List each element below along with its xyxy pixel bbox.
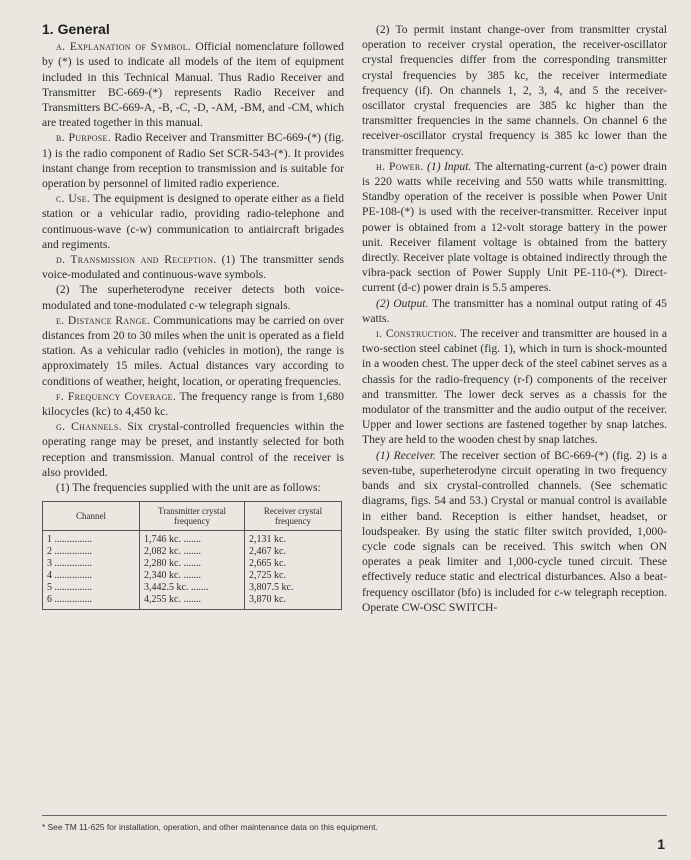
para-i-lead: i. Construction. xyxy=(376,327,457,341)
para-f-lead: f. Frequency Coverage. xyxy=(56,389,177,403)
para-h2-text: The transmitter has a nominal output rating of 45 watts. xyxy=(362,296,667,325)
para-h-lead: h. Power. xyxy=(376,159,424,173)
table-row xyxy=(43,582,342,594)
cell-channel: 6 ............... xyxy=(43,594,140,610)
para-h1-text: The alternating-current (a-c) power drain is 220 watts while receiving and 550 watts while transmitting. Standby operation of the receiver is possible when Power Unit PE-108-(*) is used with the receiver-transmitter. Receiver input power is obtained from a 12-volt storage battery in the power unit. Receiver filament voltage is obtained from the battery directly. Receiver plate voltage is obtained indirectly through the vibra-pack section of Power Supply Unit PE-110-(*). Direct-current (d-c) power drain is 5.5 amperes. xyxy=(362,159,667,295)
cell-receiver: 2,467 kc. xyxy=(245,546,342,558)
cell-receiver: 2,131 kc. xyxy=(245,531,342,547)
left-column xyxy=(42,22,344,610)
para-b-lead: b. Purpose. xyxy=(56,131,111,145)
cell-transmitter: 3,442.5 kc. ....... xyxy=(140,582,245,594)
footnote-rule xyxy=(42,815,667,816)
header-channel: Channel xyxy=(43,502,140,531)
para-g2: (2) To permit instant change-over from transmitter crystal operation to receiver crystal operation, the receiver-oscillator crystal frequencies differ from the corresponding transmitter crystal frequencies by 385 kc, the receiver intermediate frequency (if). On channels 1, 2, 3, 4, and 5 the receiver-oscillator crystal frequencies are 385 kc higher than the transmitter frequencies in the same channels. On channel 6 the receiver-oscillator crystal frequency is 385 kc lower than the transmitter frequency. xyxy=(362,23,667,158)
para-i1-text: The receiver section of BC-669-(*) (fig. 2) is a seven-tube, superheterodyne circuit operating in two frequency bands and six crystal-controlled channels. (See schematic diagrams, figs. 54 and 53.) Crystal or manual control is available in either band. Reception is either handset, headset, or loudspeaker. By using the static filter switch provided, 1,000-cycle code signals can be received. This switch when ON operates a peak limiter and 1,000-cycle tuned circuit. These effectively reduce static and electrical disturbances. Also a beat-frequency oscillator (bfo) is included for c-w telegraph reception. Operate CW-OSC SWITCH- xyxy=(362,448,667,614)
section-title: 1. General xyxy=(42,21,110,37)
cell-transmitter: 2,082 kc. ....... xyxy=(140,546,245,558)
para-i xyxy=(362,326,667,448)
header-transmitter: Transmitter crystal frequency xyxy=(140,502,245,531)
para-a-lead: a. Explanation of Symbol. xyxy=(56,40,192,54)
page-number: 1 xyxy=(657,836,665,852)
para-i1 xyxy=(362,448,667,615)
para-d xyxy=(42,252,344,282)
cell-channel: 2 ............... xyxy=(43,546,140,558)
para-a-text: Official nomenclature followed by (*) is used to indicate all models of the item of equipment included in this Technical Manual. Thus Radio Receiver and Transmitter BC-669-(*) represents Radio Receiver and Transmitters BC-669-A, -B, -C, -D, -AM, -BM, and -CM, which are treated together in this manual. xyxy=(42,40,344,130)
cell-receiver: 2,665 kc. xyxy=(245,558,342,570)
para-c-lead: c. Use. xyxy=(56,192,91,206)
cell-channel: 4 ............... xyxy=(43,570,140,582)
table-row xyxy=(43,531,342,547)
cell-transmitter: 1,746 kc. ....... xyxy=(140,531,245,547)
para-c xyxy=(42,191,344,252)
table-row xyxy=(43,558,342,570)
para-a xyxy=(42,39,344,130)
para-e xyxy=(42,313,344,389)
para-d-text: (1) The transmitter sends voice-modulated and continuous-wave symbols. xyxy=(42,253,344,282)
para-h2-lead: (2) Output. xyxy=(376,296,429,310)
para-g xyxy=(42,419,344,480)
para-c-text: The equipment is designed to operate either as a field station or a vehicular radio, providing radio-telephone and continuous-wave (c-w) communication to antiaircraft brigades and regiments. xyxy=(42,192,344,251)
para-b-text: Radio Receiver and Transmitter BC-669-(*) (fig. 1) is the radio component of Radio Set SCR-543-(*). It provides instant change from reception to transmission and is suitable for operation by personnel of limited radio experience. xyxy=(42,131,344,191)
cell-channel: 1 ............... xyxy=(43,531,140,547)
para-d2: (2) The superheterodyne receiver detects both voice-modulated and tone-modulated c-w telegraph signals. xyxy=(42,283,344,312)
para-e-text: Communications may be carried on over distances from 20 to 30 miles when the unit is operated as a field station. As a vehicular radio (vehicles in motion), the range is approximately 15 miles. Actual distances vary according to conditions of weather, height, location, or operating frequencies. xyxy=(42,313,344,388)
para-d-lead: d. Transmission and Reception. xyxy=(56,253,217,267)
footnote: * See TM 11-625 for installation, operation, and other maintenance data on this equipment. xyxy=(42,822,378,832)
cell-receiver: 2,725 kc. xyxy=(245,570,342,582)
para-h xyxy=(362,159,667,296)
cell-channel: 5 ............... xyxy=(43,582,140,594)
cell-channel: 3 ............... xyxy=(43,558,140,570)
cell-transmitter: 2,340 kc. ....... xyxy=(140,570,245,582)
para-h1-lead: (1) Input. xyxy=(427,159,472,173)
para-g-text: Six crystal-controlled frequencies within the operating range may be preset, and instantly selected for both reception and transmission. Manual control of the receiver is also provided. xyxy=(42,420,344,479)
para-e-lead: e. Distance Range. xyxy=(56,313,151,327)
header-receiver: Receiver crystal frequency xyxy=(245,502,342,531)
frequency-table xyxy=(42,501,342,610)
cell-receiver: 3,870 kc. xyxy=(245,594,342,610)
table-row xyxy=(43,594,342,610)
cell-transmitter: 2,280 kc. ....... xyxy=(140,558,245,570)
para-g1: (1) The frequencies supplied with the unit are as follows: xyxy=(56,481,321,495)
right-column xyxy=(362,22,667,615)
para-g-lead: g. Channels. xyxy=(56,420,122,434)
para-b xyxy=(42,130,344,191)
cell-transmitter: 4,255 kc. ....... xyxy=(140,594,245,610)
table-row xyxy=(43,546,342,558)
cell-receiver: 3,807.5 kc. xyxy=(245,582,342,594)
table-row xyxy=(43,570,342,582)
para-i1-lead: (1) Receiver. xyxy=(376,448,436,462)
para-f xyxy=(42,389,344,419)
para-f-text: The frequency range is from 1,680 kilocycles (kc) to 4,450 kc. xyxy=(42,389,344,419)
table-header-row xyxy=(43,502,342,531)
para-i-text: The receiver and transmitter are housed in a two-section steel cabinet (fig. 1), which in turn is shock-mounted in a wooden chest. The upper deck of the steel cabinet serves as a chassis for the radio-frequency (r-f) components of the receiver and transmitter. The lower deck serves as a chassis for the modulator of the transmitter and the audio output of the receiver. Upper and lower sections are fastened together by snap latches. They are held to the wooden chest by snap latches. xyxy=(362,327,667,447)
para-h2 xyxy=(362,296,667,326)
